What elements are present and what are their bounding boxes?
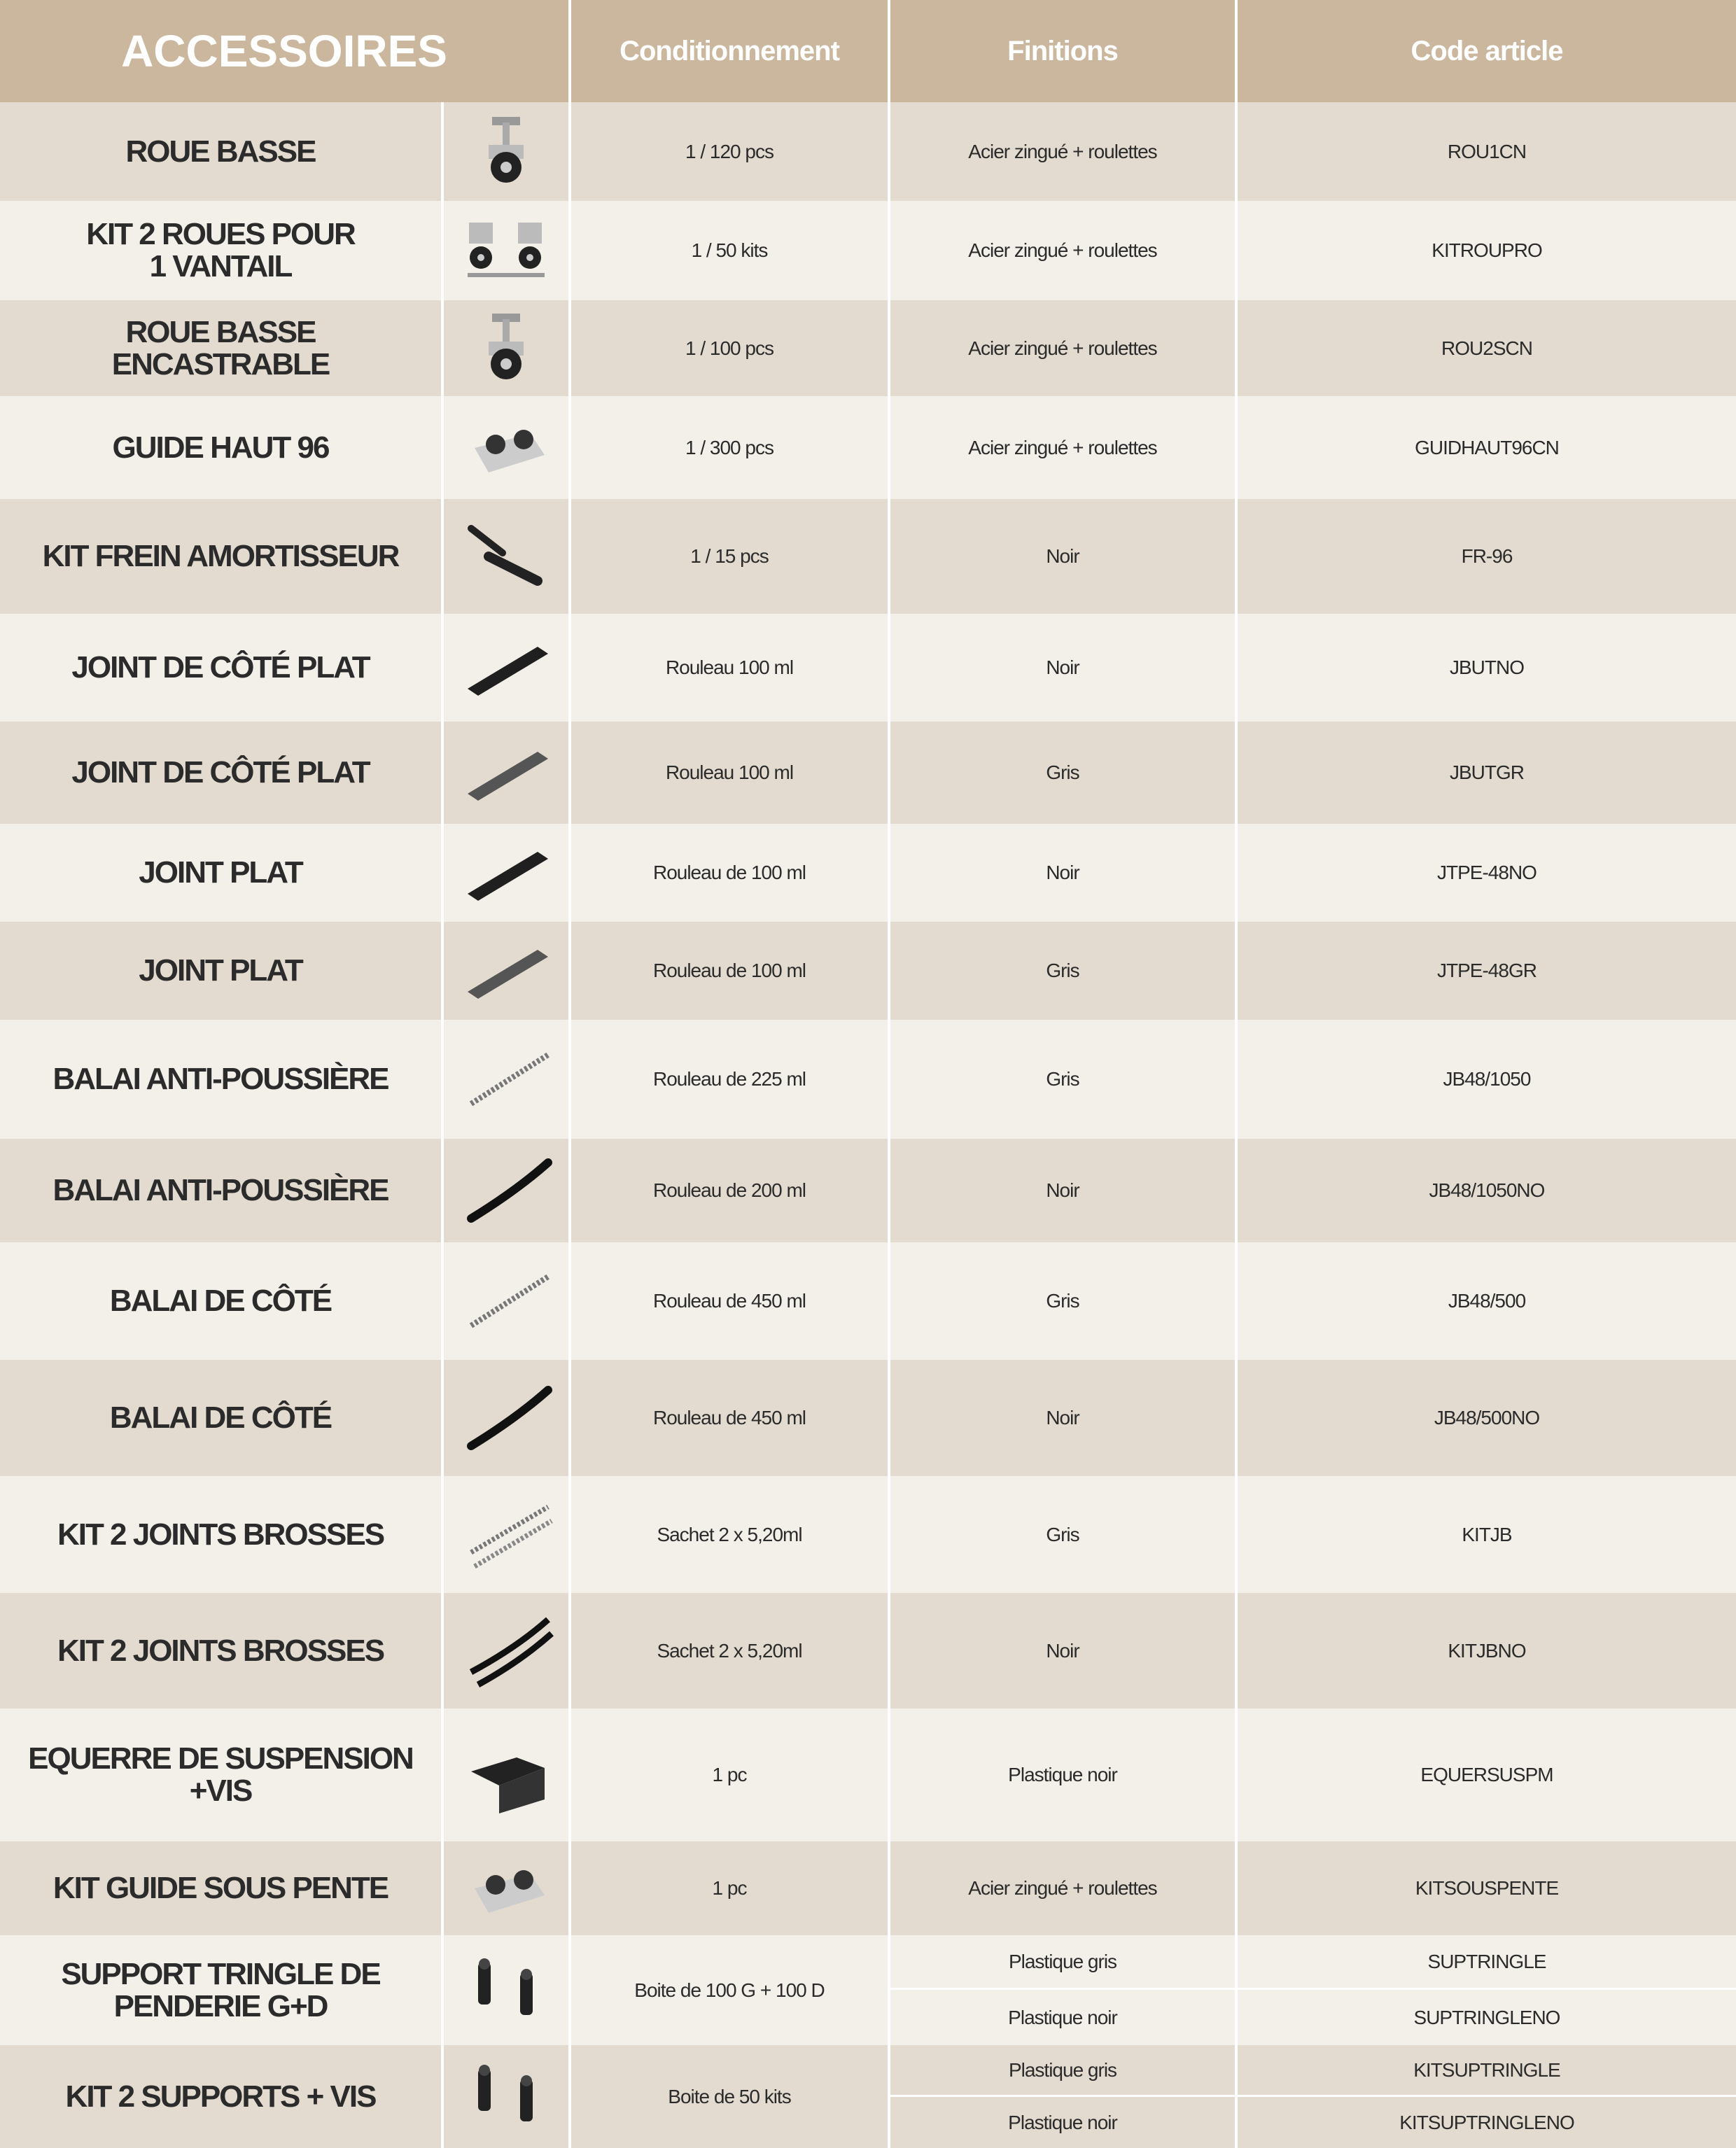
finition-value: Gris <box>888 1476 1235 1593</box>
code-article-value: JBUTNO <box>1235 614 1736 722</box>
finition-value: Acier zingué + roulettes <box>888 102 1235 201</box>
header-code-article: Code article <box>1235 0 1736 102</box>
code-article-value: JB48/500NO <box>1235 1360 1736 1476</box>
product-name: JOINT PLAT <box>0 824 441 922</box>
finition-value: Noir <box>888 824 1235 922</box>
brush-grey-icon <box>441 1242 568 1360</box>
conditionnement-value: Rouleau de 450 ml <box>568 1360 888 1476</box>
finition-value: Plastique noir <box>888 2097 1235 2148</box>
code-article-value: SUPTRINGLE <box>1235 1935 1736 1990</box>
code-article-value: JB48/1050 <box>1235 1020 1736 1139</box>
product-name: JOINT DE CÔTÉ PLAT <box>0 614 441 722</box>
conditionnement-value: Rouleau de 200 ml <box>568 1139 888 1242</box>
code-article-value: JB48/1050NO <box>1235 1139 1736 1242</box>
product-name: SUPPORT TRINGLE DE PENDERIE G+D <box>0 1935 441 2045</box>
flat-seal-grey-icon <box>441 922 568 1020</box>
code-article-value: SUPTRINGLENO <box>1235 1990 1736 2045</box>
damper-icon <box>441 499 568 614</box>
code-article-value: EQUERSUSPM <box>1235 1708 1736 1841</box>
finition-value: Acier zingué + roulettes <box>888 201 1235 300</box>
code-article-value: KITROUPRO <box>1235 201 1736 300</box>
finition-value: Noir <box>888 614 1235 722</box>
finition-value: Gris <box>888 722 1235 824</box>
product-name: ROUE BASSE <box>0 102 441 201</box>
finition-value: Noir <box>888 1139 1235 1242</box>
brush-black-icon <box>441 1139 568 1242</box>
finition-value: Noir <box>888 499 1235 614</box>
finition-value: Acier zingué + roulettes <box>888 300 1235 396</box>
code-article-value: KITSUPTRINGLE <box>1235 2045 1736 2097</box>
top-guide-icon <box>441 1841 568 1935</box>
wheel-icon <box>441 300 568 396</box>
product-name: BALAI ANTI-POUSSIÈRE <box>0 1020 441 1139</box>
conditionnement-value: 1 / 100 pcs <box>568 300 888 396</box>
conditionnement-value: 1 pc <box>568 1841 888 1935</box>
product-name: JOINT PLAT <box>0 922 441 1020</box>
finition-value: Plastique gris <box>888 2045 1235 2097</box>
code-article-value: JTPE-48NO <box>1235 824 1736 922</box>
flat-seal-grey-icon <box>441 722 568 824</box>
conditionnement-value: 1 / 15 pcs <box>568 499 888 614</box>
bracket-icon <box>441 1708 568 1841</box>
product-name: KIT GUIDE SOUS PENTE <box>0 1841 441 1935</box>
code-article-value: JTPE-48GR <box>1235 922 1736 1020</box>
product-name: KIT 2 JOINTS BROSSES <box>0 1593 441 1708</box>
code-article-value: ROU2SCN <box>1235 300 1736 396</box>
product-name: KIT FREIN AMORTISSEUR <box>0 499 441 614</box>
code-article-value: JB48/500 <box>1235 1242 1736 1360</box>
code-article-value: KITSOUSPENTE <box>1235 1841 1736 1935</box>
conditionnement-value: Rouleau de 450 ml <box>568 1242 888 1360</box>
finition-value: Acier zingué + roulettes <box>888 396 1235 499</box>
code-article-value: ROU1CN <box>1235 102 1736 201</box>
conditionnement-value: Sachet 2 x 5,20ml <box>568 1476 888 1593</box>
product-name: EQUERRE DE SUSPENSION +VIS <box>0 1708 441 1841</box>
wheel-icon <box>441 102 568 201</box>
brush-grey-icon <box>441 1020 568 1139</box>
code-article-value: JBUTGR <box>1235 722 1736 824</box>
conditionnement-value: Boite de 50 kits <box>568 2045 888 2148</box>
header-conditionnement: Conditionnement <box>568 0 888 102</box>
code-article-value: GUIDHAUT96CN <box>1235 396 1736 499</box>
product-name: BALAI DE CÔTÉ <box>0 1360 441 1476</box>
rod-support-icon <box>441 2045 568 2148</box>
finition-value: Gris <box>888 1020 1235 1139</box>
header-finitions: Finitions <box>888 0 1235 102</box>
finition-value: Acier zingué + roulettes <box>888 1841 1235 1935</box>
conditionnement-value: Rouleau 100 ml <box>568 722 888 824</box>
code-article-value: FR-96 <box>1235 499 1736 614</box>
finition-value: Noir <box>888 1360 1235 1476</box>
conditionnement-value: Rouleau de 100 ml <box>568 824 888 922</box>
conditionnement-value: 1 / 120 pcs <box>568 102 888 201</box>
code-article-value: KITSUPTRINGLENO <box>1235 2097 1736 2148</box>
product-name: KIT 2 ROUES POUR 1 VANTAIL <box>0 201 441 300</box>
finition-value: Noir <box>888 1593 1235 1708</box>
brush-pair-black-icon <box>441 1593 568 1708</box>
rod-support-icon <box>441 1935 568 2045</box>
finition-value: Plastique gris <box>888 1935 1235 1990</box>
product-name: ROUE BASSE ENCASTRABLE <box>0 300 441 396</box>
code-article-value: KITJB <box>1235 1476 1736 1593</box>
brush-pair-grey-icon <box>441 1476 568 1593</box>
product-name: BALAI DE CÔTÉ <box>0 1242 441 1360</box>
conditionnement-value: Sachet 2 x 5,20ml <box>568 1593 888 1708</box>
finition-value: Gris <box>888 1242 1235 1360</box>
conditionnement-value: 1 / 50 kits <box>568 201 888 300</box>
finition-value: Gris <box>888 922 1235 1020</box>
conditionnement-value: Rouleau de 100 ml <box>568 922 888 1020</box>
conditionnement-value: Boite de 100 G + 100 D <box>568 1935 888 2045</box>
conditionnement-value: Rouleau de 225 ml <box>568 1020 888 1139</box>
finition-value: Plastique noir <box>888 1990 1235 2045</box>
flat-seal-black-icon <box>441 614 568 722</box>
conditionnement-value: 1 / 300 pcs <box>568 396 888 499</box>
flat-seal-black-icon <box>441 824 568 922</box>
conditionnement-value: 1 pc <box>568 1708 888 1841</box>
product-name: JOINT DE CÔTÉ PLAT <box>0 722 441 824</box>
product-name: BALAI ANTI-POUSSIÈRE <box>0 1139 441 1242</box>
top-guide-icon <box>441 396 568 499</box>
finition-value: Plastique noir <box>888 1708 1235 1841</box>
product-name: KIT 2 JOINTS BROSSES <box>0 1476 441 1593</box>
table-title: ACCESSOIRES <box>0 0 568 102</box>
brush-black-icon <box>441 1360 568 1476</box>
wheel-pair-icon <box>441 201 568 300</box>
conditionnement-value: Rouleau 100 ml <box>568 614 888 722</box>
code-article-value: KITJBNO <box>1235 1593 1736 1708</box>
product-name: KIT 2 SUPPORTS + VIS <box>0 2045 441 2148</box>
product-name: GUIDE HAUT 96 <box>0 396 441 499</box>
